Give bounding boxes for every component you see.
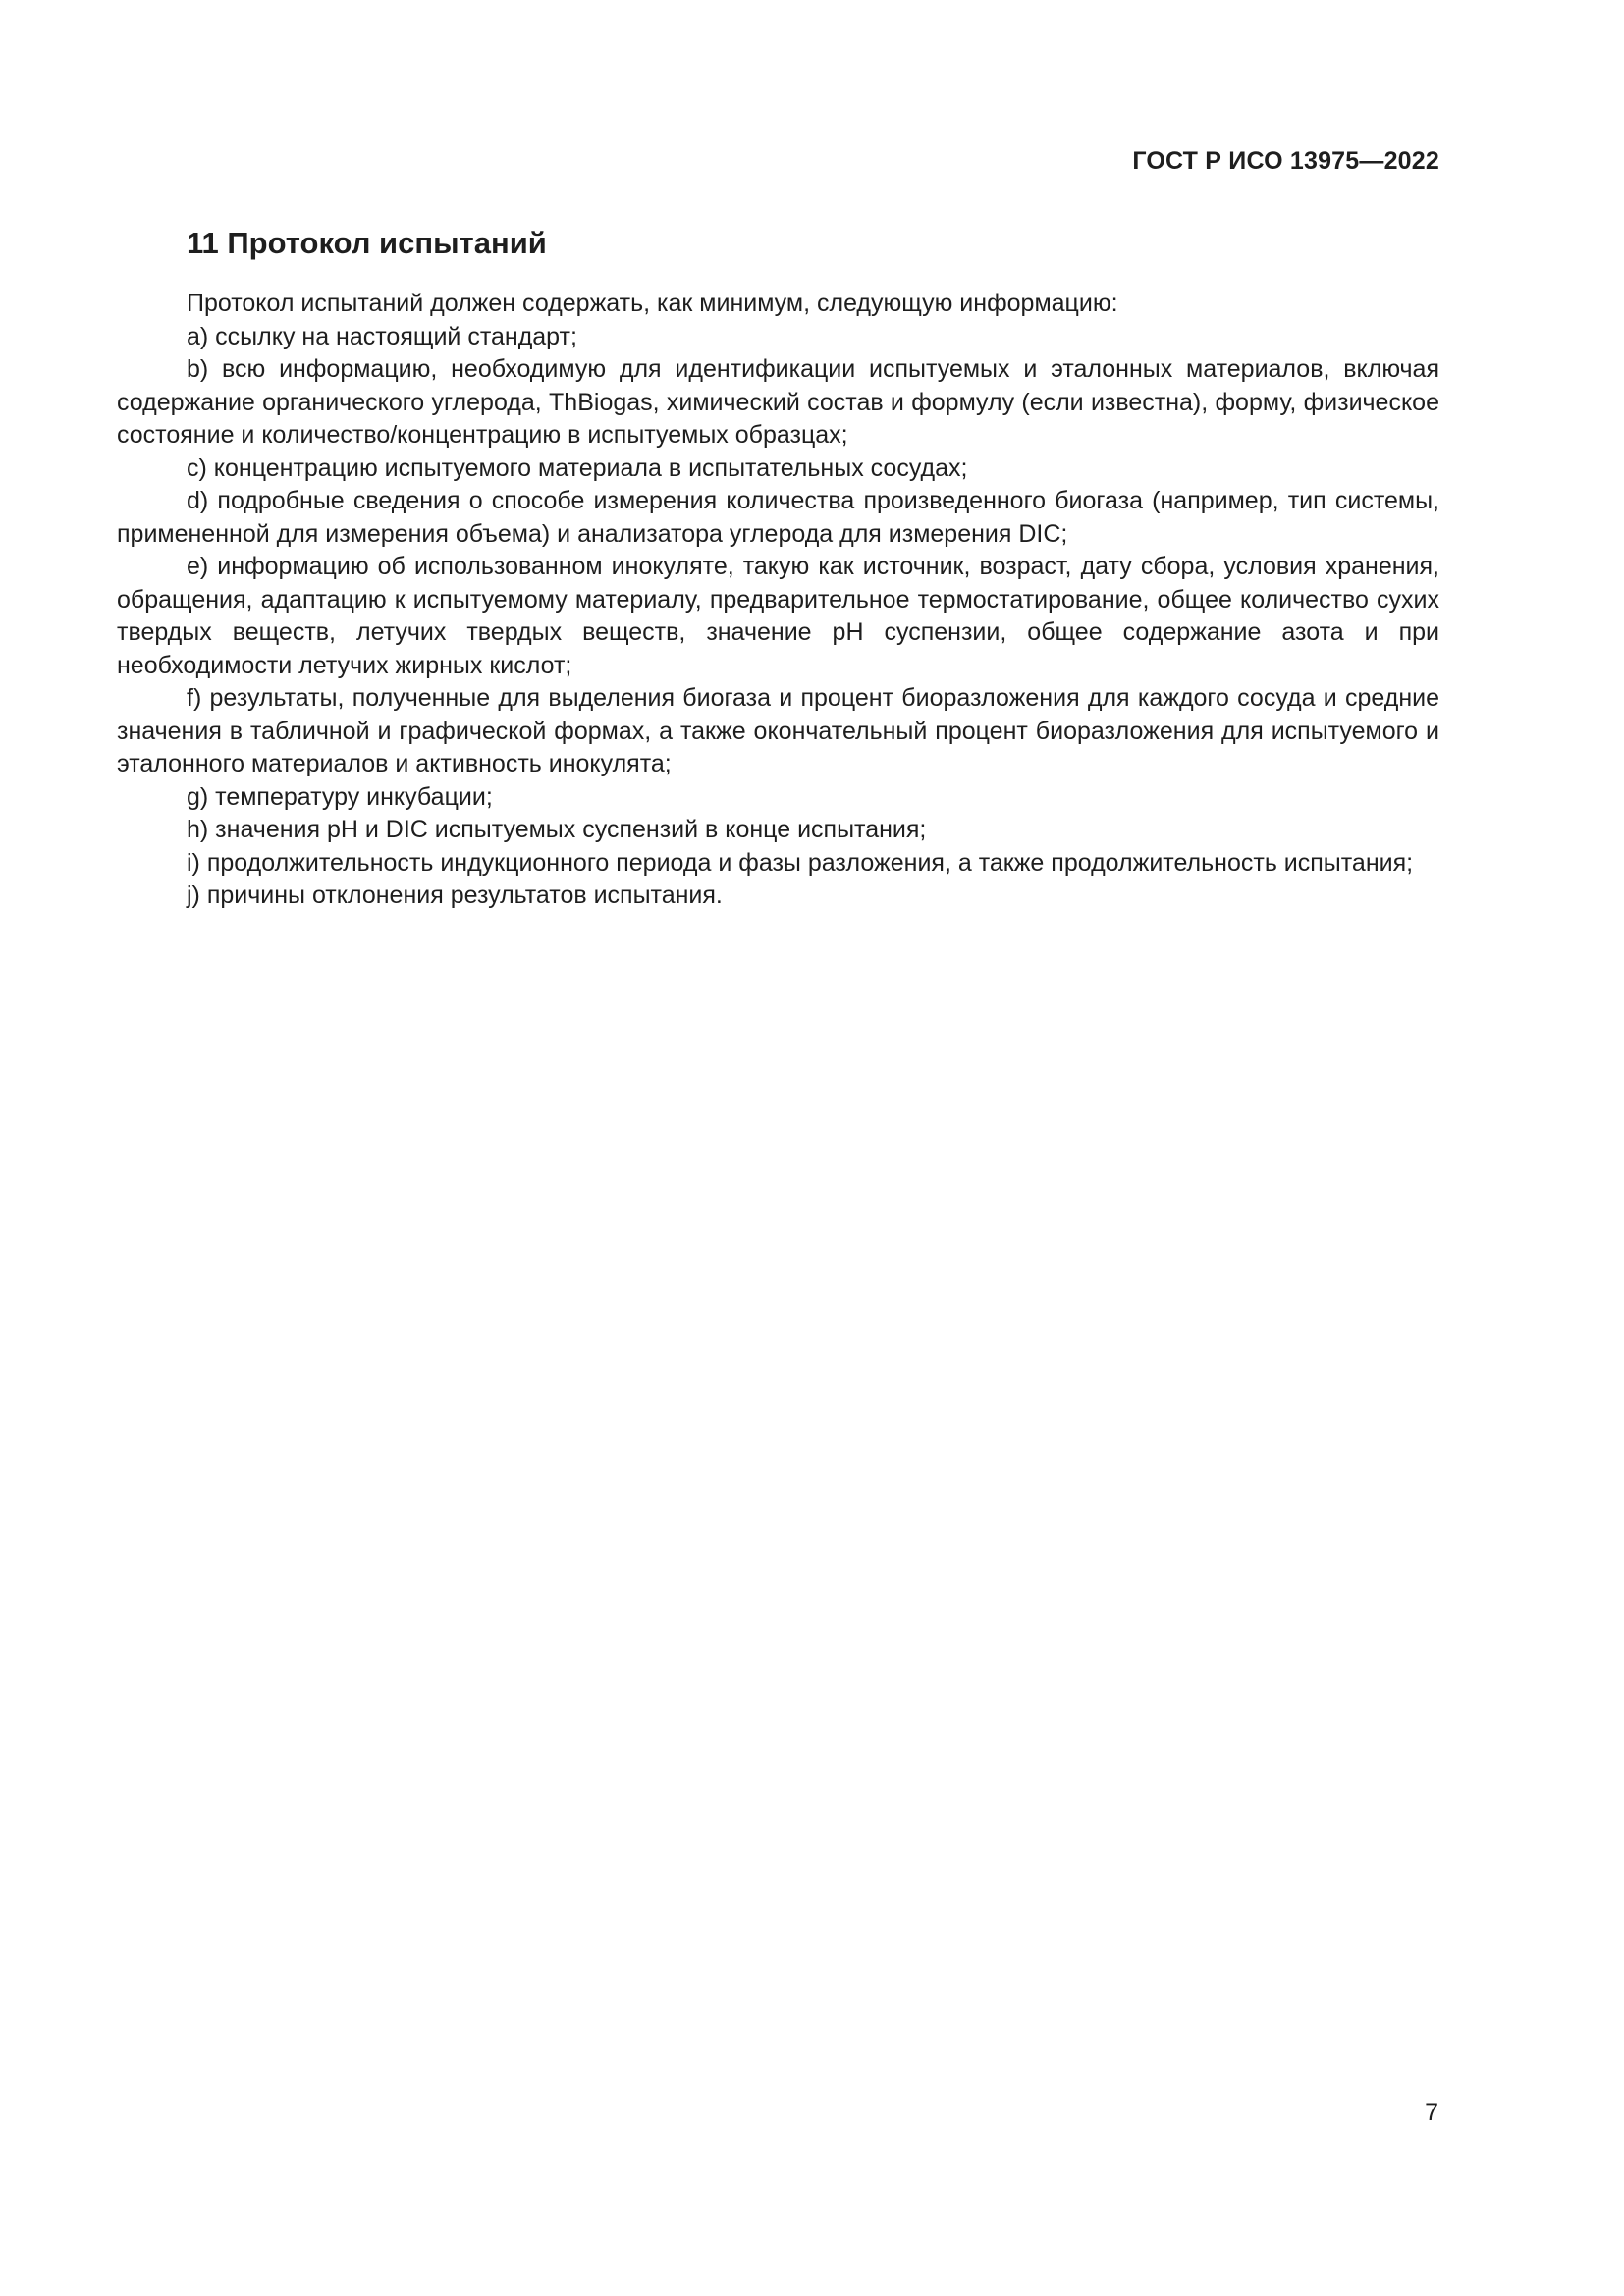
list-item-e: e) информацию об использованном инокуляте, такую как источник, возраст, дату сбора, условия хранения, обращения, адаптацию к испытуемому материалу, предварительное термостатирование, общее количество сухих твердых веществ, летучих твердых веществ, значение pH суспензии, общее содержание азота и при необходимости летучих жирных кислот; <box>117 553 1439 679</box>
list-item-a: a) ссылку на настоящий стандарт; <box>187 322 577 350</box>
list-item-g: g) температуру инкубации; <box>187 782 493 811</box>
list-item-c: c) концентрацию испытуемого материала в испытательных сосудах; <box>187 454 968 482</box>
list-item-h: h) значения pH и DIC испытуемых суспензий в конце испытания; <box>187 816 927 843</box>
page-number: 7 <box>1425 2099 1438 2126</box>
section-intro: Протокол испытаний должен содержать, как минимум, следующую информацию: <box>187 290 1118 317</box>
list-item-i: i) продолжительность индукционного периода и фазы разложения, а также продолжительность испытания; <box>187 848 1414 877</box>
section-title: 11 Протокол испытаний <box>187 226 547 260</box>
list-item-d: d) подробные сведения о способе измерения количества произведенного биогаза (например, тип системы, примененной для измерения объема) и анализатора углерода для измерения DIC; <box>117 487 1439 548</box>
section-body <box>117 288 1439 913</box>
list-item-j: j) причины отклонения результатов испытания. <box>187 881 723 909</box>
document-header: ГОСТ Р ИСО 13975—2022 <box>1132 147 1439 175</box>
list-item-b: b) всю информацию, необходимую для идентификации испытуемых и эталонных материалов, включая содержание органического углерода, ThBiogas, химический состав и формулу (если известна), форму, физическое состояние и количество/концентрацию в испытуемых образцах; <box>117 355 1439 449</box>
list-item-f: f) результаты, полученные для выделения биогаза и процент биоразложения для каждого сосуда и средние значения в табличной и графической формах, а также окончательный процент биоразложения для испытуемого и эталонного материалов и активность инокулята; <box>117 684 1439 777</box>
